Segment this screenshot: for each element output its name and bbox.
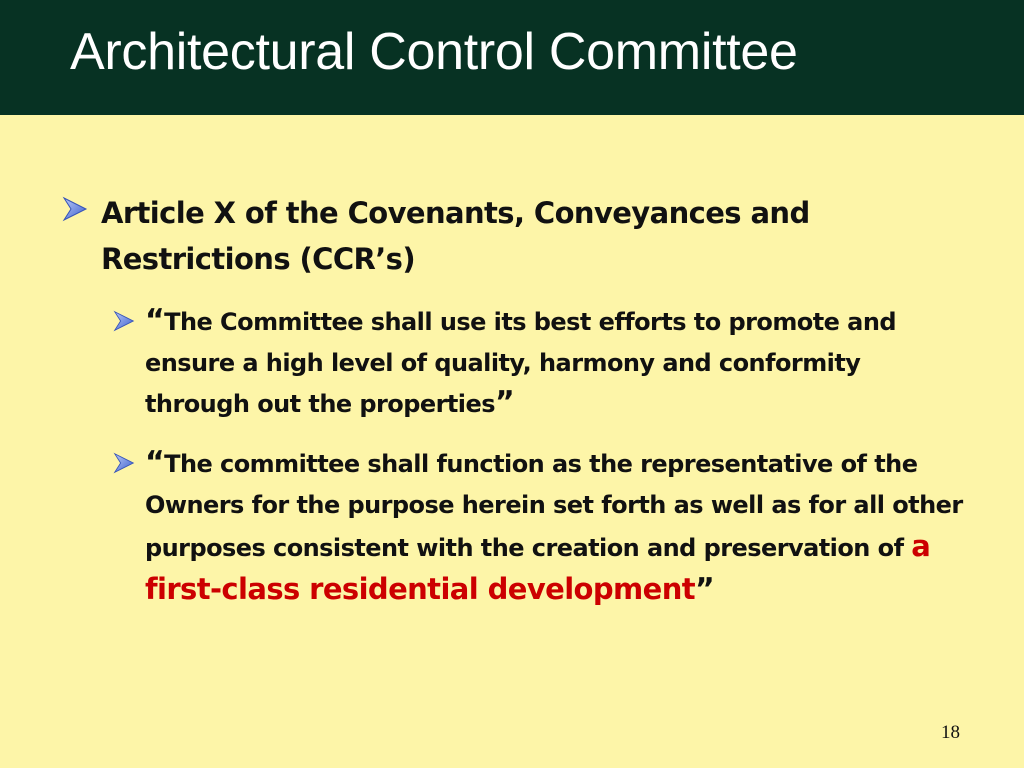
- close-quote: ”: [695, 572, 715, 607]
- slide-title: Architectural Control Committee: [70, 23, 798, 81]
- quote-text: The Committee shall use its best efforts to promote and ensure a high level of quality, harmony and conformity through out the properties: [145, 308, 896, 418]
- sub-bullet-1-text: [145, 302, 963, 425]
- page-number: 18: [941, 722, 960, 743]
- sub-bullet-2: [113, 444, 963, 612]
- open-quote: “: [145, 303, 165, 338]
- arrow-bullet-icon: [62, 196, 88, 222]
- main-bullet: [62, 190, 942, 282]
- quote-text: The committee shall function as the representative of the Owners for the purpose herein set forth as well as for all other purposes consistent with the creation and preservation of: [145, 450, 963, 562]
- arrow-bullet-icon: [113, 310, 135, 332]
- sub-bullet-2-text: [145, 444, 963, 612]
- sub-bullet-1: [113, 302, 963, 425]
- open-quote: “: [145, 445, 165, 480]
- highlight-text: a first-class residential development: [145, 529, 931, 606]
- arrow-bullet-icon: [113, 452, 135, 474]
- main-bullet-text: Article X of the Covenants, Conveyances and Restrictions (CCR’s): [101, 196, 810, 276]
- close-quote: ”: [494, 385, 515, 420]
- title-bar: [0, 0, 1024, 115]
